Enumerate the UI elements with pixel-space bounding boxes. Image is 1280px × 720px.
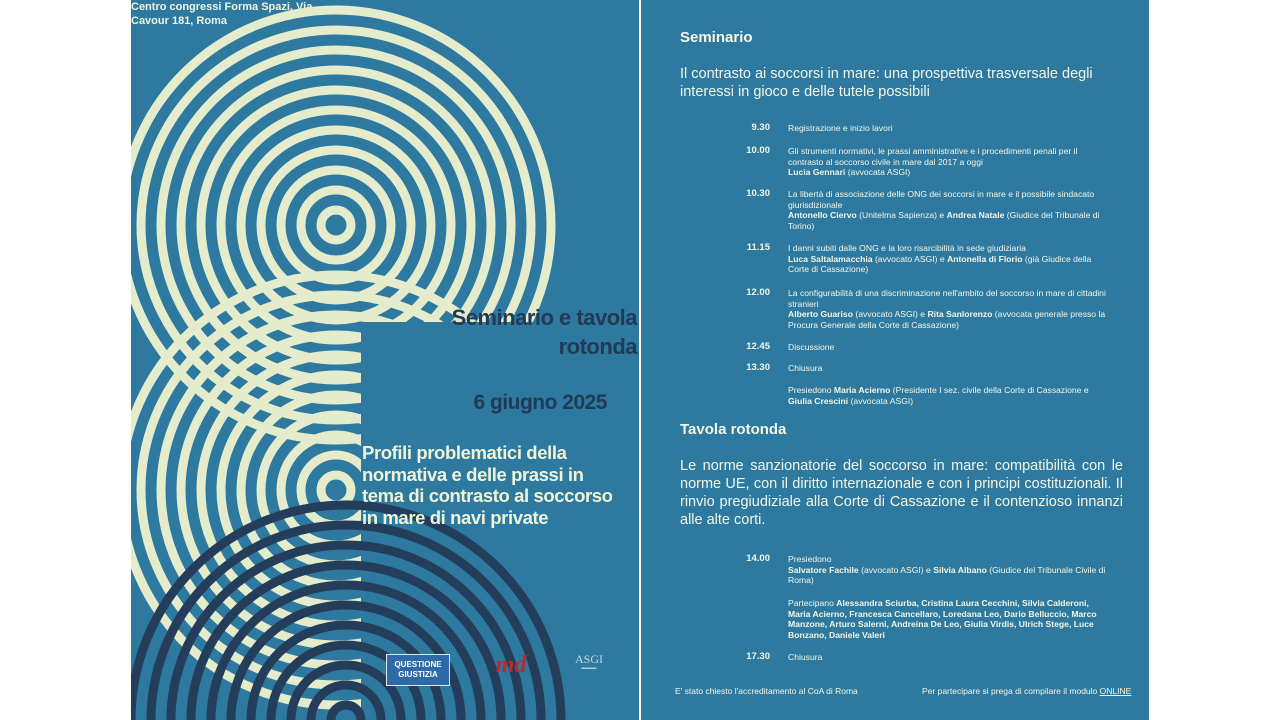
speaker-role: (avvocato ASGI) e xyxy=(852,309,928,320)
registration-note: Per partecipare si prega di compilare il modulo ONLINE xyxy=(922,686,1132,696)
speaker-role: (avvocata ASGI) xyxy=(845,167,911,178)
speaker-name: Giulia Crescini xyxy=(788,395,849,406)
program-time: 17.30 xyxy=(746,651,770,662)
speaker-role: (Unitelma Sapienza) e xyxy=(856,210,947,221)
program-description xyxy=(788,189,1110,231)
speaker-name: Alberto Guariso xyxy=(788,309,853,320)
program-description xyxy=(788,123,1110,134)
speaker-role: (avvocato ASGI) e xyxy=(872,253,948,264)
program-time: 11.15 xyxy=(746,242,770,253)
speaker-name: Salvatore Fachile xyxy=(788,564,859,575)
seminar-intro: Il contrasto ai soccorsi in mare: una prospettiva trasversale degli interessi in gioco e delle tutele possibili xyxy=(680,66,1093,100)
speaker-name: Andrea Natale xyxy=(946,210,1005,221)
program-text: Chiusura xyxy=(788,363,823,373)
program-time: 14.00 xyxy=(746,553,770,564)
online-form-link[interactable]: ONLINE xyxy=(1099,686,1132,696)
program-text: Partecipano xyxy=(788,598,837,608)
speaker-role: (Giudice del Tribunale di Torino) xyxy=(788,210,1100,231)
program-text: I danni subiti dalle ONG e la loro risarcibilità in sede giudiziaria xyxy=(788,243,1026,253)
speaker-role: (Giudice del Tribunale Civile di Roma) xyxy=(788,564,1106,586)
program-text: Discussione xyxy=(788,342,835,352)
program-description xyxy=(788,554,1110,586)
program-description xyxy=(788,342,1110,353)
speaker-name: Silvia Albano xyxy=(933,564,987,575)
program-description xyxy=(788,146,1110,178)
program-text: Presiedono xyxy=(788,554,832,564)
program-text: Gli strumenti normativi, le prassi amministrative e i procedimenti penali per il contrasto al soccorso civile in mare dal 2017 a oggi xyxy=(788,146,1078,167)
event-date: 6 giugno 2025 xyxy=(473,391,607,414)
accreditation-note: E' stato chiesto l'accreditamento al CoA di Roma xyxy=(675,686,858,696)
speaker-role: (avvocata ASGI) xyxy=(848,395,914,406)
speaker-name: Lucia Gennari xyxy=(788,167,846,178)
speaker-role: (avvocato ASGI) e xyxy=(858,564,934,575)
event-main-title: Profili problematici della normativa e delle prassi in tema di contrasto al soccorso in mare di navi private xyxy=(362,442,613,528)
event-venue: Centro congressi Forma Spazi, Via Cavour 181, Roma xyxy=(131,1,313,27)
speaker-name: Rita Sanlorenzo xyxy=(927,309,993,320)
program-description xyxy=(788,385,1110,406)
program-time: 12.45 xyxy=(746,341,770,352)
speaker-role: (già Giudice della Corte di Cassazione) xyxy=(788,253,1092,275)
seminar-heading: Seminario xyxy=(680,29,753,46)
program-time: 10.00 xyxy=(746,145,770,156)
poster-cover xyxy=(131,0,639,720)
program-text: Chiusura xyxy=(788,652,823,662)
program-text: Registrazione e inizio lavori xyxy=(788,123,893,133)
program-text: La configurabilità di una discriminazione nell'ambito del soccorso in mare di cittadini stranieri xyxy=(788,288,1106,309)
speaker-name: Antonella di Florio xyxy=(947,253,1023,264)
speaker-role: (Presidente I sez. civile della Corte di Cassazione e xyxy=(890,385,1089,395)
round-table-intro: Le norme sanzionatorie del soccorso in mare: compatibilità con le norme UE, con il diritto internazionale e con i principi costituzionali. Il rinvio pregiudiziale alla Corte di Cassazione e il contenzioso innanzi alle alte corti. xyxy=(680,458,1123,528)
program-text: Presiedono xyxy=(788,385,834,395)
program-time: 12.00 xyxy=(746,287,770,298)
program-time: 10.30 xyxy=(746,188,770,199)
program-page xyxy=(641,0,1149,720)
questione-giustizia-logo: QUESTIONE GIUSTIZIA xyxy=(386,654,450,686)
speaker-role: (avvocata generale presso la Procura Generale della Corte di Cassazione) xyxy=(788,309,1106,330)
program-description xyxy=(788,652,1110,663)
asgi-logo: ASGI ▬▬▬ xyxy=(574,652,603,671)
program-time: 9.30 xyxy=(751,122,770,133)
speaker-name: Luca Saltalamacchia xyxy=(788,253,873,264)
program-time: 13.30 xyxy=(746,362,770,373)
speaker-name: Alessandra Sciurba, Cristina Laura Cecchini, Silvia Calderoni, Maria Acierno, Francesca Cancellaro, Loredana Leo, Dario Belluccio, Marco Manzone, Arturo Salerni, Andreina De Leo, Giulia Virdis, Ulrich Stege, Luce Bonzano, Daniele Valeri xyxy=(788,598,1097,640)
speaker-name: Antonello Ciervo xyxy=(788,210,857,221)
event-type-title: Seminario e tavola rotonda xyxy=(451,305,637,359)
program-description xyxy=(788,243,1110,275)
round-table-heading: Tavola rotonda xyxy=(680,421,787,438)
program-text: La libertà di associazione delle ONG dei soccorsi in mare e il possibile sindacato giurisdizionale xyxy=(788,189,1095,210)
program-description xyxy=(788,363,1110,374)
program-description xyxy=(788,598,1110,640)
speaker-name: Maria Acierno xyxy=(833,385,891,395)
md-logo: md xyxy=(495,652,527,678)
program-description xyxy=(788,288,1110,330)
